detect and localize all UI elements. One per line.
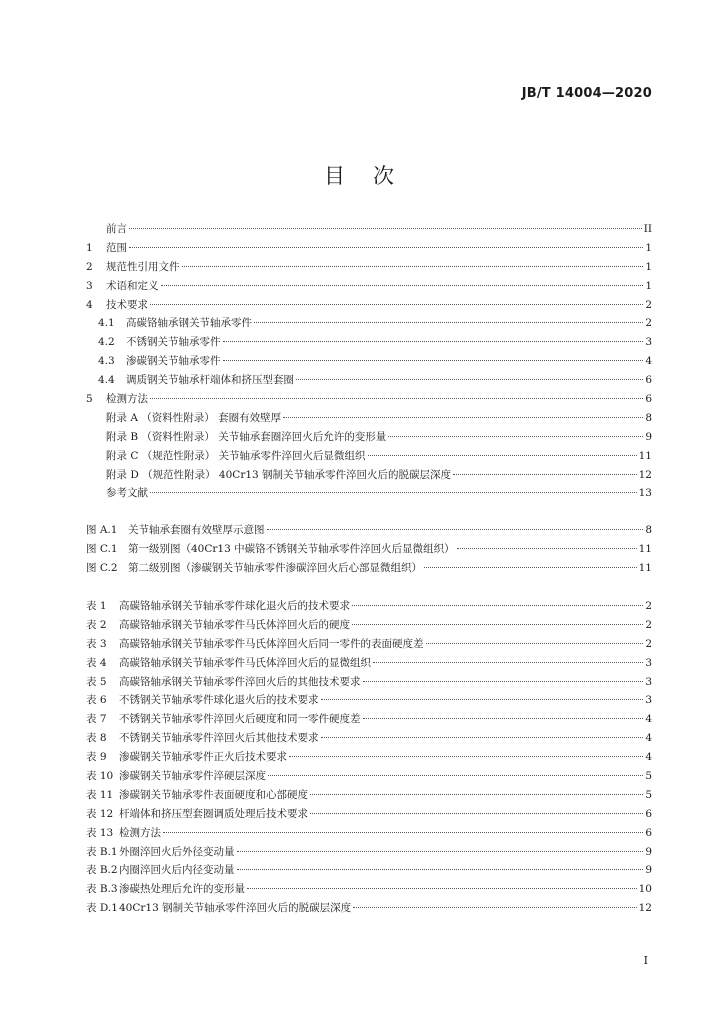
table-entry-page: 3 — [645, 656, 652, 669]
table-entry-page: 2 — [645, 600, 652, 612]
toc-entry-page: 2 — [645, 317, 652, 330]
table-entry-number: 表 9 — [86, 751, 107, 764]
toc-entry-title: 不锈钢关节轴承零件 — [126, 336, 221, 349]
table-entry[interactable] — [86, 748, 652, 767]
table-entry[interactable] — [86, 729, 652, 748]
table-entry-label — [86, 805, 308, 824]
toc-entry-label — [86, 447, 366, 466]
dot-leader — [182, 266, 644, 267]
table-entry-label — [86, 654, 371, 673]
toc-entry-label — [98, 371, 294, 390]
toc-entry[interactable] — [86, 239, 652, 258]
toc-entry-label — [86, 296, 148, 315]
figure-entry[interactable] — [86, 521, 652, 540]
table-entry-number: 表 1 — [86, 600, 107, 612]
table-entry[interactable] — [86, 691, 652, 710]
toc-entry[interactable] — [86, 371, 652, 390]
toc-entry-title: 检测方法 — [106, 393, 148, 406]
table-entry-number: 表 2 — [86, 618, 107, 631]
dot-leader — [247, 888, 637, 889]
toc-main-list — [86, 220, 652, 503]
dot-leader — [388, 436, 643, 437]
footer-page-number: I — [643, 954, 648, 967]
toc-entry-page: 11 — [638, 449, 652, 462]
figure-entry-label — [86, 540, 455, 559]
table-entry-number: 表 12 — [86, 807, 114, 820]
toc-entry-title: 附录 C （规范性附录） 关节轴承零件淬回火后显微组织 — [106, 449, 366, 462]
toc-entry-number: 4.3 — [98, 355, 115, 368]
table-entry-label — [86, 767, 266, 786]
toc-entry[interactable] — [86, 314, 652, 333]
toc-entry-label — [86, 390, 148, 409]
toc-entry-page: 1 — [645, 260, 652, 273]
toc-entry-label — [86, 466, 451, 485]
table-entry-label — [86, 597, 350, 616]
table-entry-page: 12 — [638, 902, 652, 915]
dot-leader — [353, 907, 637, 908]
toc-entry-title: 范围 — [106, 241, 127, 254]
toc-entry[interactable] — [86, 352, 652, 371]
toc-entry-page: 6 — [645, 374, 652, 387]
toc-entry-label — [86, 239, 127, 258]
table-entry-label — [86, 616, 350, 635]
figure-entry-title: 第二级别图（渗碳钢关节轴承零件渗碳淬回火后心部显微组织） — [128, 561, 422, 574]
page-title: 目次 — [324, 164, 422, 188]
table-entry-page: 5 — [645, 788, 652, 801]
table-entry-label — [86, 635, 424, 654]
dot-leader — [310, 813, 643, 814]
dot-leader — [424, 567, 637, 568]
dot-leader — [352, 624, 643, 625]
table-entry[interactable] — [86, 805, 652, 824]
table-entry-page: 5 — [645, 770, 652, 783]
dot-leader — [426, 643, 644, 644]
table-entry[interactable] — [86, 597, 652, 616]
table-entry[interactable] — [86, 824, 652, 843]
toc-entry[interactable] — [86, 277, 652, 296]
table-entry-label — [86, 861, 235, 880]
table-entry-title: 高碳铬轴承钢关节轴承零件淬回火后的其他技术要求 — [119, 675, 361, 688]
figure-entry-title: 关节轴承套圈有效壁厚示意图 — [128, 524, 265, 536]
dot-leader — [267, 529, 644, 530]
table-entry[interactable] — [86, 899, 652, 918]
table-entry-title: 40Cr13 钢制关节轴承零件淬回火后的脱碳层深度 — [119, 902, 352, 915]
table-entry[interactable] — [86, 786, 652, 805]
table-entry-page: 4 — [645, 713, 652, 726]
toc-entry-number: 5 — [86, 393, 93, 406]
table-entry-page: 2 — [645, 618, 652, 631]
toc-entry-title: 高碳铬轴承钢关节轴承零件 — [126, 317, 252, 330]
table-entry-label — [86, 673, 361, 692]
table-entry-number: 表 D.1 — [86, 902, 118, 915]
dot-leader — [373, 662, 643, 663]
table-entry-title: 渗碳钢关节轴承零件淬硬层深度 — [119, 770, 266, 783]
table-entry[interactable] — [86, 880, 652, 899]
dot-leader — [237, 851, 644, 852]
figure-entry-page: 8 — [645, 524, 652, 536]
table-entry-number: 表 10 — [86, 770, 114, 783]
toc-entry-title: 规范性引用文件 — [106, 260, 180, 273]
table-entry-title: 渗碳热处理后允许的变形量 — [119, 883, 245, 896]
toc-entry-number: 3 — [86, 279, 93, 292]
dot-leader — [289, 756, 643, 757]
toc-entry-label — [86, 258, 180, 277]
dot-leader — [352, 605, 643, 606]
dot-leader — [223, 360, 644, 361]
table-entry[interactable] — [86, 843, 652, 862]
table-entry-title: 不锈钢关节轴承零件淬回火后硬度和同一零件硬度差 — [119, 713, 361, 726]
figure-entry-number: 图 C.1 — [86, 542, 118, 555]
table-entry-page: 3 — [645, 675, 652, 688]
toc-entry-title: 术语和定义 — [106, 279, 159, 292]
toc-entry-page: 4 — [645, 355, 652, 368]
toc-entry-page: 1 — [645, 241, 652, 254]
figure-entry-label — [86, 521, 265, 540]
table-entry-title: 不锈钢关节轴承零件淬回火后其他技术要求 — [119, 732, 319, 745]
figure-entry-page: 11 — [638, 542, 652, 555]
toc-entry-title: 前言 — [106, 223, 127, 235]
table-entry-title: 不锈钢关节轴承零件球化退火后的技术要求 — [119, 694, 319, 707]
toc-entry[interactable] — [86, 220, 652, 239]
table-entry[interactable] — [86, 861, 652, 880]
toc-entry-title: 调质钢关节轴承杆端体和挤压型套圈 — [126, 374, 294, 387]
toc-figure-list — [86, 521, 652, 578]
toc-entry-page: 2 — [645, 298, 652, 311]
dot-leader — [254, 322, 643, 323]
toc-entry-page: 3 — [645, 336, 652, 349]
toc-entry-number: 4.1 — [98, 317, 115, 330]
toc-entry-title: 附录 A （资料性附录） 套圈有效壁厚 — [106, 411, 282, 424]
table-entry-number: 表 7 — [86, 713, 107, 726]
table-entry-label — [86, 880, 245, 899]
toc-entry-page: 6 — [645, 393, 652, 406]
toc-entry[interactable] — [86, 258, 652, 277]
dot-leader — [453, 474, 637, 475]
dot-leader — [363, 718, 644, 719]
table-entry-number: 表 B.1 — [86, 845, 118, 858]
dot-leader — [163, 832, 643, 833]
table-entry-label — [86, 691, 319, 710]
dot-leader — [150, 398, 643, 399]
figure-entry-label — [86, 559, 422, 578]
table-entry-label — [86, 899, 351, 918]
table-entry-number: 表 B.3 — [86, 883, 118, 896]
toc-entry[interactable] — [86, 466, 652, 485]
table-entry-number: 表 B.2 — [86, 864, 118, 877]
toc-entry[interactable] — [86, 296, 652, 315]
toc-entry[interactable] — [86, 333, 652, 352]
toc-table-list — [86, 597, 652, 918]
toc-entry[interactable] — [86, 409, 652, 428]
table-entry-label — [86, 824, 161, 843]
table-entry-page: 4 — [645, 751, 652, 764]
figure-entry[interactable] — [86, 559, 652, 578]
dot-leader — [363, 681, 644, 682]
dot-leader — [296, 379, 643, 380]
standard-code: JB/T 14004—2020 — [521, 86, 652, 101]
toc-entry-title: 附录 D （规范性附录） 40Cr13 钢制关节轴承零件淬回火后的脱碳层深度 — [106, 468, 452, 481]
table-entry-number: 表 4 — [86, 656, 107, 669]
toc-entry-label — [86, 220, 127, 239]
figure-entry-number: 图 C.2 — [86, 561, 118, 574]
table-entry[interactable] — [86, 710, 652, 729]
toc-entry-title: 渗碳钢关节轴承零件 — [126, 355, 221, 368]
toc-entry-label — [86, 428, 386, 447]
dot-leader — [321, 737, 644, 738]
toc-entry-number: 1 — [86, 241, 93, 254]
toc-entry-label — [86, 409, 281, 428]
dot-leader — [223, 341, 644, 342]
toc-entry-title: 技术要求 — [106, 298, 148, 311]
table-entry-page: 10 — [638, 883, 652, 896]
table-entry-label — [86, 748, 287, 767]
dot-leader — [150, 492, 637, 493]
dot-leader — [150, 304, 643, 305]
table-entry[interactable] — [86, 616, 652, 635]
toc-entry-page: 13 — [638, 487, 652, 500]
dot-leader — [129, 247, 643, 248]
table-entry-page: 9 — [645, 864, 652, 877]
table-entry-title: 高碳铬轴承钢关节轴承零件马氏体淬回火后同一零件的表面硬度差 — [119, 637, 424, 650]
toc-entry-number: 4.4 — [98, 374, 115, 387]
table-entry-title: 检测方法 — [119, 826, 161, 839]
toc-entry[interactable] — [86, 484, 652, 503]
table-entry-label — [86, 786, 308, 805]
toc-entry-label — [98, 333, 221, 352]
table-entry-page: 2 — [645, 637, 652, 650]
dot-leader — [237, 869, 644, 870]
toc-entry-number: 4.2 — [98, 336, 115, 349]
toc-entry-label — [86, 484, 148, 503]
table-entry-label — [86, 729, 319, 748]
table-entry-number: 表 13 — [86, 826, 114, 839]
table-entry-number: 表 8 — [86, 732, 107, 745]
dot-leader — [368, 455, 637, 456]
table-entry[interactable] — [86, 673, 652, 692]
toc-entry-title: 附录 B （资料性附录） 关节轴承套圈淬回火后允许的变形量 — [106, 430, 387, 443]
toc-entry-label — [98, 352, 221, 371]
toc-entry-page: 9 — [645, 430, 652, 443]
table-entry[interactable] — [86, 767, 652, 786]
dot-leader — [161, 285, 644, 286]
toc-entry-label — [98, 314, 252, 333]
table-entry-title: 高碳铬轴承钢关节轴承零件球化退火后的技术要求 — [119, 600, 350, 612]
table-entry-page: 6 — [645, 807, 652, 820]
toc-entry-label — [86, 277, 159, 296]
table-entry-number: 表 5 — [86, 675, 107, 688]
dot-leader — [457, 548, 637, 549]
table-entry[interactable] — [86, 635, 652, 654]
table-entry-title: 高碳铬轴承钢关节轴承零件马氏体淬回火后的显微组织 — [119, 656, 371, 669]
dot-leader — [321, 699, 644, 700]
toc-entry[interactable] — [86, 428, 652, 447]
toc-entry-number: 2 — [86, 260, 93, 273]
dot-leader — [283, 417, 643, 418]
toc-entry-number: 4 — [86, 298, 93, 311]
figure-entry-page: 11 — [638, 561, 652, 574]
table-entry-page: 9 — [645, 845, 652, 858]
toc-entry-title: 参考文献 — [106, 487, 148, 500]
toc-entry-page: 12 — [638, 468, 652, 481]
table-entry-page: 6 — [645, 826, 652, 839]
table-entry-title: 外圈淬回火后外径变动量 — [119, 845, 235, 858]
toc-entry[interactable] — [86, 390, 652, 409]
table-entry-page: 4 — [645, 732, 652, 745]
table-entry-number: 表 3 — [86, 637, 107, 650]
table-entry-label — [86, 710, 361, 729]
table-entry-label — [86, 843, 235, 862]
toc-entry-page: 1 — [645, 279, 652, 292]
table-entry-title: 杆端体和挤压型套圈调质处理后技术要求 — [119, 807, 308, 820]
table-entry-page: 3 — [645, 694, 652, 707]
toc-entry-page: II — [643, 223, 652, 235]
table-entry-number: 表 11 — [86, 788, 114, 801]
figure-entry-number: 图 A.1 — [86, 524, 118, 536]
table-entry-number: 表 6 — [86, 694, 107, 707]
dot-leader — [129, 228, 642, 229]
figure-entry[interactable] — [86, 540, 652, 559]
table-entry-title: 渗碳钢关节轴承零件表面硬度和心部硬度 — [119, 788, 308, 801]
dot-leader — [310, 794, 643, 795]
table-entry[interactable] — [86, 654, 652, 673]
toc-entry[interactable] — [86, 447, 652, 466]
dot-leader — [268, 775, 643, 776]
table-entry-title: 内圈淬回火后内径变动量 — [119, 864, 235, 877]
table-entry-title: 高碳铬轴承钢关节轴承零件马氏体淬回火后的硬度 — [119, 618, 350, 631]
figure-entry-title: 第一级别图（40Cr13 中碳铬不锈钢关节轴承零件淬回火后显微组织） — [128, 542, 455, 555]
table-entry-title: 渗碳钢关节轴承零件正火后技术要求 — [119, 751, 287, 764]
toc-entry-page: 8 — [645, 411, 652, 424]
